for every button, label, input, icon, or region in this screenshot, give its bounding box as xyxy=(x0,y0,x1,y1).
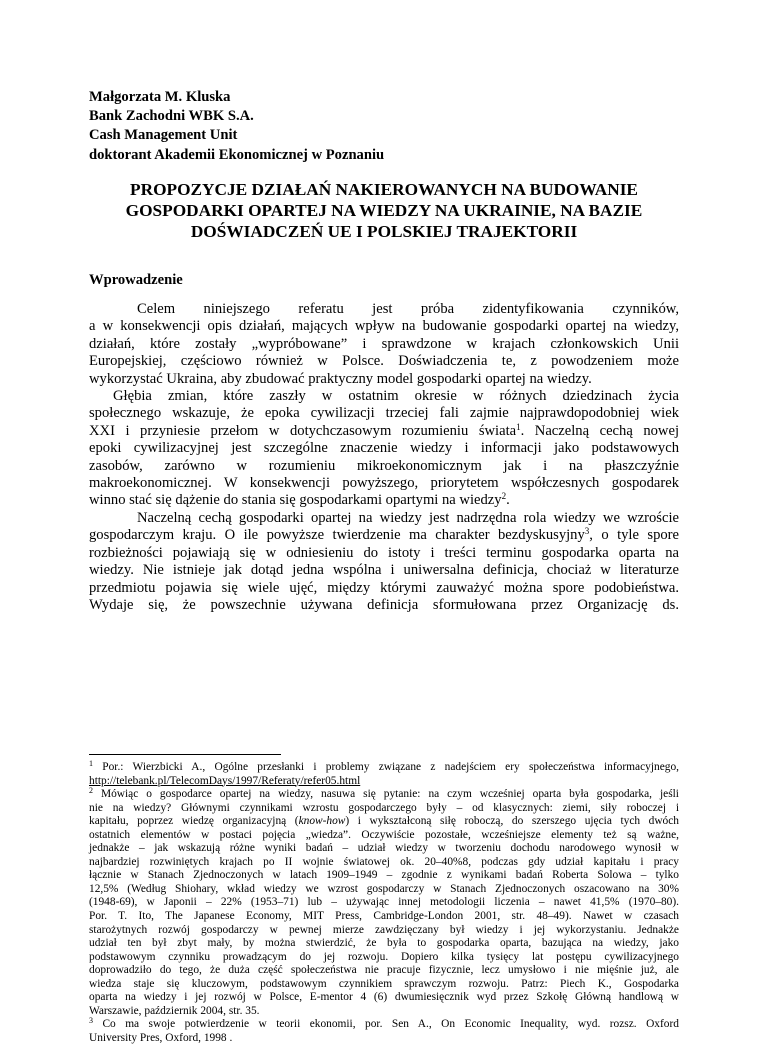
text-line: makroekonomicznej. W konsekwencji powyższego, priorytetem współczesnych gospodarek xyxy=(89,475,679,492)
title-line: GOSPODARKI OPARTEJ NA WIEDZY NA UKRAINIE, NA BAZIE xyxy=(125,201,643,220)
text-line: przedmiotu pojawia się wiele ujęć, między którymi zauważyć można spore podobieństwa. xyxy=(89,579,679,596)
body-text xyxy=(89,301,679,614)
text-line: wykorzystać Ukraina, aby zbudować praktyczny model gospodarki opartej na wiedzy. xyxy=(89,370,592,387)
text-span: Mówiąc o gospodarce opartej na wiedzy, nasuwa się pytanie: na czym wcześniej oparta była gospodarka, jeśli xyxy=(100,788,679,801)
footnote-line: starożytnych rozwój gospodarczy w pewnej mierze zawdzięczany był wiedzy i jej wykorzystaniu. Jednakże xyxy=(89,923,679,936)
footnote-line: 12,5% (Według Shiohary, wkład wiedzy we wzrost gospodarczy w Stanach Zjednoczonych oszacowano na 30% xyxy=(89,882,679,895)
footnotes xyxy=(89,761,679,1045)
footnote-line: (1948-69), w Japonii – 22% (1953–71) lub – używając innej metodologii liczenia – nawet 41,5% (1970–80). xyxy=(89,896,679,909)
footnote-line: University Pres, Oxford, 1998 . xyxy=(89,1031,233,1044)
text-line: a w konsekwencji opis działań, mających wpływ na budowanie gospodarki opartej na wiedzy, xyxy=(89,318,679,335)
author-organization: Bank Zachodni WBK S.A. xyxy=(89,108,254,125)
author-block xyxy=(89,88,384,165)
text-line: Głębia zmian, które zaszły w ostatnim okresie w różnych dziedzinach życia xyxy=(113,388,679,405)
footnote-line: udział ten był zbyt mały, by można stwierdzić, że była to gospodarka oparta, bazująca na wiedzy, jako xyxy=(89,937,679,950)
text-span: winno stać się dążenie do stania się gospodarkami opartymi na wiedzy xyxy=(89,492,502,509)
footnote-line xyxy=(89,1018,679,1032)
text-line: społecznego wskazuje, że epoka cywilizacji trzeciej fali zajmie najprawdopodobniej wiek xyxy=(89,405,679,422)
text-span: ) i wykształconą siłę roboczą, do szerszego ujęcia tych dwóch xyxy=(345,815,679,828)
text-span: , o tyle spore xyxy=(589,527,679,544)
footnote-line: podstawowym czynniku prowadzącym do jej rozwoju. Dopiero kilka tysięcy lat postępu cywilizacyjnego xyxy=(89,950,679,963)
text-span: kapitału, poprzez wiedzę organizacyjną ( xyxy=(89,815,299,828)
document-title xyxy=(80,179,688,242)
text-line xyxy=(89,527,679,544)
text-span: Co ma swoje potwierdzenie w teorii ekonomii, por. Sen A., On Economic Inequality, wyd. rozsz. Oxford xyxy=(102,1018,679,1031)
footnote-line: oparta na wiedzy i jej rozwój w Polsce, E-mentor 4 (6) dwumiesięcznik wyd przez Szkołę Główną handlową w xyxy=(89,991,679,1004)
footnote-marker: 1 xyxy=(516,421,521,432)
author-affiliation: doktorant Akademii Ekonomicznej w Poznaniu xyxy=(89,146,385,163)
footnote-line: jednakże – jak wskazują różne wyniki badań – udział wiedzy w tworzeniu dochodu narodowego wynosił w xyxy=(89,842,679,855)
text-line: epoki cywilizacyjnej jest szczególne znaczenie wiedzy i informacji jako podstawowych xyxy=(89,440,679,457)
author-unit: Cash Management Unit xyxy=(89,127,238,144)
text-line: Celem niniejszego referatu jest próba zidentyfikowania czynników, xyxy=(137,301,679,317)
section-heading: Wprowadzenie xyxy=(89,272,183,288)
text-span: XXI i przyniesie przełom w dotychczasowym rozumieniu świata xyxy=(89,422,517,439)
footnote-link[interactable]: http://telebank.pl/TelecomDays/1997/Referaty/refer05.html xyxy=(89,774,361,787)
footnote-line xyxy=(89,815,679,829)
footnote-line: Por. T. Ito, The Japanese Economy, MIT Press, Cambridge-London 2001, str. 48–49). Nawet w czasach xyxy=(89,910,679,923)
text-span: . xyxy=(506,492,510,509)
author-name: Małgorzata M. Kluska xyxy=(89,89,231,105)
footnote-number: 3 xyxy=(89,1016,93,1026)
text-line xyxy=(89,492,679,509)
text-line: rozbieżności pojawiają się w odniesieniu do istoty i treści terminu gospodarka oparta na xyxy=(89,544,679,561)
footnote-line xyxy=(89,775,679,789)
text-line: działań, które zostały „wypróbowane” i sprawdzone w krajach członkowskich Unii xyxy=(89,335,679,352)
footnote-separator xyxy=(89,754,281,755)
italic-term: know-how xyxy=(298,815,346,828)
text-span: gospodarczym kraju. O ile powyższe twierdzenie ma charakter bezdyskusyjny xyxy=(89,527,585,544)
text-span: Por.: Wierzbicki A., Ogólne przesłanki i problemy związane z nadejściem ery społeczeństwa informacyjnego, xyxy=(102,761,679,773)
text-line: Naczelną cechą gospodarki opartej na wiedzy jest nadrzędna rola wiedzy we wzroście xyxy=(137,509,679,526)
footnote-line: Warszawie, październik 2004, str. 35. xyxy=(89,1004,260,1017)
text-line: Europejskiej, częściowo również w Polsce. Doświadczenia te, z powodzeniem może xyxy=(89,353,679,370)
text-line: Wydaje się, że powszechnie używana definicja sformułowana przez Organizację ds. xyxy=(89,596,679,613)
title-line: DOŚWIADCZEŃ UE I POLSKIEJ TRAJEKTORII xyxy=(190,222,578,241)
title-line: PROPOZYCJE DZIAŁAŃ NAKIEROWANYCH NA BUDOWANIE xyxy=(130,180,638,199)
footnote-marker: 3 xyxy=(584,526,590,537)
footnote-line: nie na wiedzy? Głównymi czynnikami wzrostu gospodarczego były – od klasycznych: ziemi, siły roboczej i xyxy=(89,801,679,814)
footnote-line: łącznie w Stanach Zjednoczonych w latach 1909–1949 – zgodnie z wynikami badań Roberta Solowa – tylko xyxy=(89,869,679,882)
footnote-line: najbardziej rozwiniętych krajach po II wojnie światowej ok. 20–40%8, podczas gdy udział kapitału i pracy xyxy=(89,855,679,868)
footnote-line: wiedza staje się kluczowym, podstawowym czynnikiem sprawczym rozwoju. Patrz: Piech K., Gospodarka xyxy=(89,977,679,990)
footnote-number: 2 xyxy=(89,786,93,796)
text-line xyxy=(89,423,679,440)
footnote-line: ostatnich elementów w postaci pojęcia „wiedza”. Oczywiście pozostałe, wcześniejsze elementy też są ważne, xyxy=(89,828,679,841)
text-line: wiedzy. Nie istnieje jak dotąd jedna wspólna i uniwersalna definicja, chociaż w literaturze xyxy=(89,562,679,579)
text-span: . Naczelną cechą nowej xyxy=(520,422,680,439)
footnote-number: 1 xyxy=(89,759,93,768)
footnote-line xyxy=(89,761,679,775)
footnote-line xyxy=(89,788,679,802)
text-line: zasobów, zarówno w rozumieniu mikroekonomicznym jak i na płaszczyźnie xyxy=(89,457,679,474)
footnote-marker: 2 xyxy=(501,491,507,502)
footnote-line: doprowadziło do tego, że duża część społeczeństwa nie pracuje fizycznie, lecz umysłowo i nie mięśnie już, ale xyxy=(89,964,679,977)
